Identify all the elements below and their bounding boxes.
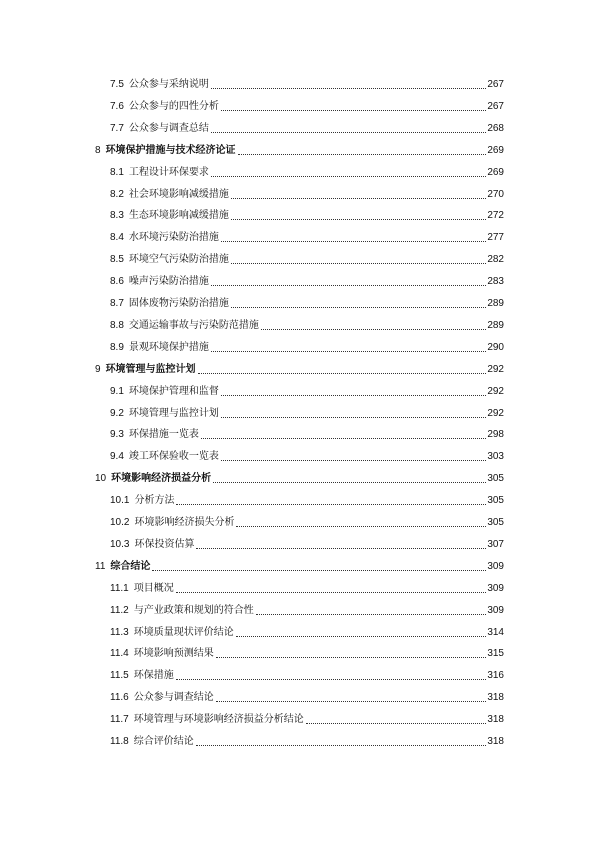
toc-entry[interactable] <box>110 98 504 114</box>
toc-entry-title: 环境保护措施与技术经济论证 <box>105 144 236 156</box>
toc-entry[interactable] <box>110 667 504 683</box>
toc-entry-title: 环境影响经济损失分析 <box>134 517 235 528</box>
toc-entry-page-number: 305 <box>487 517 504 528</box>
toc-entry[interactable] <box>110 186 504 202</box>
toc-entry-number: 10.3 <box>110 538 130 550</box>
toc-dot-leader <box>211 283 486 286</box>
toc-entry-number: 9.3 <box>110 429 124 441</box>
toc-entry-title: 公众参与调查总结 <box>128 122 209 134</box>
toc-entry-title: 交通运输事故与污染防范措施 <box>128 319 259 331</box>
toc-entry-number: 11.3 <box>110 626 129 638</box>
toc-entry-page-number: 268 <box>487 122 504 134</box>
toc-entry-page-number: 270 <box>487 188 504 200</box>
toc-dot-leader <box>221 108 486 111</box>
toc-entry[interactable] <box>110 317 504 333</box>
toc-entry[interactable] <box>110 711 504 727</box>
toc-dot-leader <box>176 502 486 505</box>
toc-dot-leader <box>176 677 487 680</box>
toc-dot-leader <box>216 655 487 658</box>
toc-entry-number: 11 <box>95 560 106 572</box>
toc-entry-page-number: 269 <box>487 166 504 178</box>
toc-entry-page-number: 303 <box>487 451 504 463</box>
toc-entry-title: 环境保护管理和监督 <box>128 385 219 397</box>
toc-entry-number: 8.9 <box>110 341 124 353</box>
toc-entry[interactable] <box>110 251 504 267</box>
toc-entry-page-number: 267 <box>487 79 504 90</box>
toc-entry-number: 8.4 <box>110 232 124 244</box>
toc-entry[interactable] <box>110 492 504 508</box>
toc-entry-page-number: 318 <box>487 692 504 704</box>
toc-dot-leader <box>221 458 486 461</box>
toc-dot-leader <box>176 590 487 593</box>
toc-entry-page-number: 309 <box>487 582 504 594</box>
toc-entry[interactable] <box>110 536 504 552</box>
toc-entry-number: 8.8 <box>110 319 124 331</box>
toc-dot-leader <box>221 239 486 242</box>
toc-entry[interactable] <box>110 295 504 311</box>
toc-entry-title: 与产业政策和规划的符合性 <box>133 604 254 616</box>
toc-entry-number: 9 <box>95 363 101 375</box>
toc-dot-leader <box>211 349 486 352</box>
toc-entry-number: 11.1 <box>110 582 129 594</box>
toc-entry-title: 环境质量现状评价结论 <box>133 626 234 638</box>
toc-entry-title: 水环境污染防治措施 <box>128 232 219 244</box>
toc-entry-page-number: 309 <box>487 560 504 572</box>
toc-entry-number: 8.6 <box>110 276 124 288</box>
toc-entry-number: 8.3 <box>110 210 124 222</box>
toc-entry-number: 9.4 <box>110 451 124 463</box>
toc-entry[interactable] <box>110 229 504 245</box>
toc-entry-page-number: 289 <box>487 319 504 331</box>
toc-entry-number: 11.7 <box>110 714 129 726</box>
toc-entry-number: 11.8 <box>110 736 129 747</box>
toc-entry-title: 竣工环保验收一览表 <box>128 451 219 463</box>
toc-entry[interactable] <box>110 514 504 530</box>
toc-entry-number: 8.7 <box>110 298 124 309</box>
toc-entry[interactable] <box>110 624 504 640</box>
toc-entry-number: 11.4 <box>110 648 129 660</box>
toc-entry-page-number: 267 <box>487 100 504 112</box>
toc-entry-page-number: 269 <box>487 144 504 156</box>
toc-entry-title: 固体废物污染防治措施 <box>128 298 229 309</box>
toc-entry-page-number: 316 <box>487 670 504 682</box>
toc-dot-leader <box>152 568 486 571</box>
toc-entry-number: 7.5 <box>110 79 124 90</box>
toc-entry-title: 噪声污染防治措施 <box>128 276 209 288</box>
toc-entry-number: 9.2 <box>110 407 124 419</box>
toc-entry[interactable] <box>110 733 504 749</box>
toc-entry-page-number: 315 <box>487 648 504 660</box>
toc-entry-number: 9.1 <box>110 385 124 397</box>
toc-entry-title: 环保措施 <box>133 670 174 682</box>
toc-dot-leader <box>216 699 487 702</box>
toc-entry-title: 环境管理与监控计划 <box>105 363 196 375</box>
toc-entry-title: 环境空气污染防治措施 <box>128 254 229 266</box>
toc-entry-page-number: 307 <box>487 538 504 550</box>
toc-dot-leader <box>198 371 487 374</box>
toc-entry-title: 环境管理与监控计划 <box>128 407 219 419</box>
toc-entry-title: 综合结论 <box>110 560 151 572</box>
toc-entry-number: 8 <box>95 144 101 156</box>
toc-entry-title: 环境影响经济损益分析 <box>111 473 212 485</box>
toc-entry-title: 公众参与调查结论 <box>133 692 214 704</box>
toc-entry[interactable] <box>110 645 504 661</box>
toc-entry-number: 10 <box>95 473 107 485</box>
toc-entry-page-number: 292 <box>487 363 504 375</box>
toc-entry[interactable] <box>110 426 504 442</box>
toc-dot-leader <box>196 546 486 549</box>
toc-entry-title: 生态环境影响减缓措施 <box>128 210 229 222</box>
toc-entry[interactable] <box>110 448 504 464</box>
toc-entry-page-number: 277 <box>487 232 504 244</box>
toc-entry-title: 项目概况 <box>133 582 174 594</box>
toc-entry-page-number: 298 <box>487 429 504 441</box>
toc-entry-title: 工程设计环保要求 <box>128 166 209 178</box>
toc-entry-number: 8.1 <box>110 166 124 178</box>
toc-dot-leader <box>238 152 487 155</box>
toc-dot-leader <box>236 524 486 527</box>
toc-dot-leader <box>256 612 487 615</box>
toc-entry-page-number: 314 <box>487 626 504 638</box>
toc-dot-leader <box>306 721 487 724</box>
toc-entry-page-number: 272 <box>487 210 504 222</box>
toc-entry-title: 景观环境保护措施 <box>128 341 209 353</box>
toc-entry-page-number: 283 <box>487 276 504 288</box>
toc-dot-leader <box>221 415 486 418</box>
toc-entry-title: 环境管理与环境影响经济损益分析结论 <box>133 714 304 726</box>
toc-entry-title: 环境影响预测结果 <box>133 648 214 660</box>
toc-entry-page-number: 290 <box>487 341 504 353</box>
toc-entry-page-number: 289 <box>487 298 504 309</box>
toc-entry[interactable] <box>110 76 504 92</box>
toc-entry-title: 分析方法 <box>134 495 175 507</box>
toc-entry-page-number: 282 <box>487 254 504 266</box>
toc-entry[interactable] <box>110 405 504 421</box>
toc-entry-number: 7.6 <box>110 100 124 112</box>
toc-dot-leader <box>231 305 486 308</box>
toc-entry[interactable] <box>110 602 504 618</box>
toc-entry[interactable] <box>95 142 504 158</box>
toc-entry-page-number: 318 <box>487 714 504 726</box>
toc-entry-number: 10.2 <box>110 517 130 528</box>
toc-entry-number: 11.5 <box>110 670 129 682</box>
toc-entry-page-number: 309 <box>487 604 504 616</box>
toc-dot-leader <box>231 196 486 199</box>
toc-dot-leader <box>201 436 486 439</box>
toc-entry-number: 10.1 <box>110 495 130 507</box>
toc-entry-title: 环保投资估算 <box>134 538 195 550</box>
toc-entry[interactable] <box>110 164 504 180</box>
toc-entry[interactable] <box>95 361 504 377</box>
toc-dot-leader <box>211 174 486 177</box>
toc-entry-page-number: 318 <box>487 736 504 747</box>
toc-entry-number: 7.7 <box>110 122 124 134</box>
toc-entry[interactable] <box>110 120 504 136</box>
toc-dot-leader <box>211 86 486 89</box>
toc-dot-leader <box>261 327 486 330</box>
toc-entry-number: 8.2 <box>110 188 124 200</box>
toc-entry-number: 11.6 <box>110 692 129 704</box>
toc-entry[interactable] <box>110 339 504 355</box>
toc-entry-title: 公众参与的四性分析 <box>128 100 219 112</box>
toc-entry-page-number: 292 <box>487 407 504 419</box>
toc-entry-title: 公众参与采纳说明 <box>128 79 209 90</box>
toc-entry-page-number: 305 <box>487 473 504 485</box>
toc-dot-leader <box>231 217 486 220</box>
toc-entry-number: 11.2 <box>110 604 129 616</box>
toc-entry-title: 综合评价结论 <box>133 736 194 747</box>
toc-entry-title: 环保措施一览表 <box>128 429 199 441</box>
toc-entry-title: 社会环境影响减缓措施 <box>128 188 229 200</box>
toc-entry[interactable] <box>110 273 504 289</box>
toc-dot-leader <box>231 261 486 264</box>
toc-entry-page-number: 305 <box>487 495 504 507</box>
toc-entry-page-number: 292 <box>487 385 504 397</box>
toc-entry[interactable] <box>110 383 504 399</box>
toc-entry[interactable] <box>95 558 504 574</box>
toc-entry[interactable] <box>110 207 504 223</box>
toc-dot-leader <box>211 130 486 133</box>
toc-dot-leader <box>236 634 487 637</box>
toc-entry[interactable] <box>110 580 504 596</box>
toc-entry-number: 8.5 <box>110 254 124 266</box>
toc-dot-leader <box>213 480 486 483</box>
toc-dot-leader <box>196 743 487 746</box>
toc-dot-leader <box>221 393 486 396</box>
toc-entry[interactable] <box>110 689 504 705</box>
toc-entry[interactable] <box>95 470 504 486</box>
